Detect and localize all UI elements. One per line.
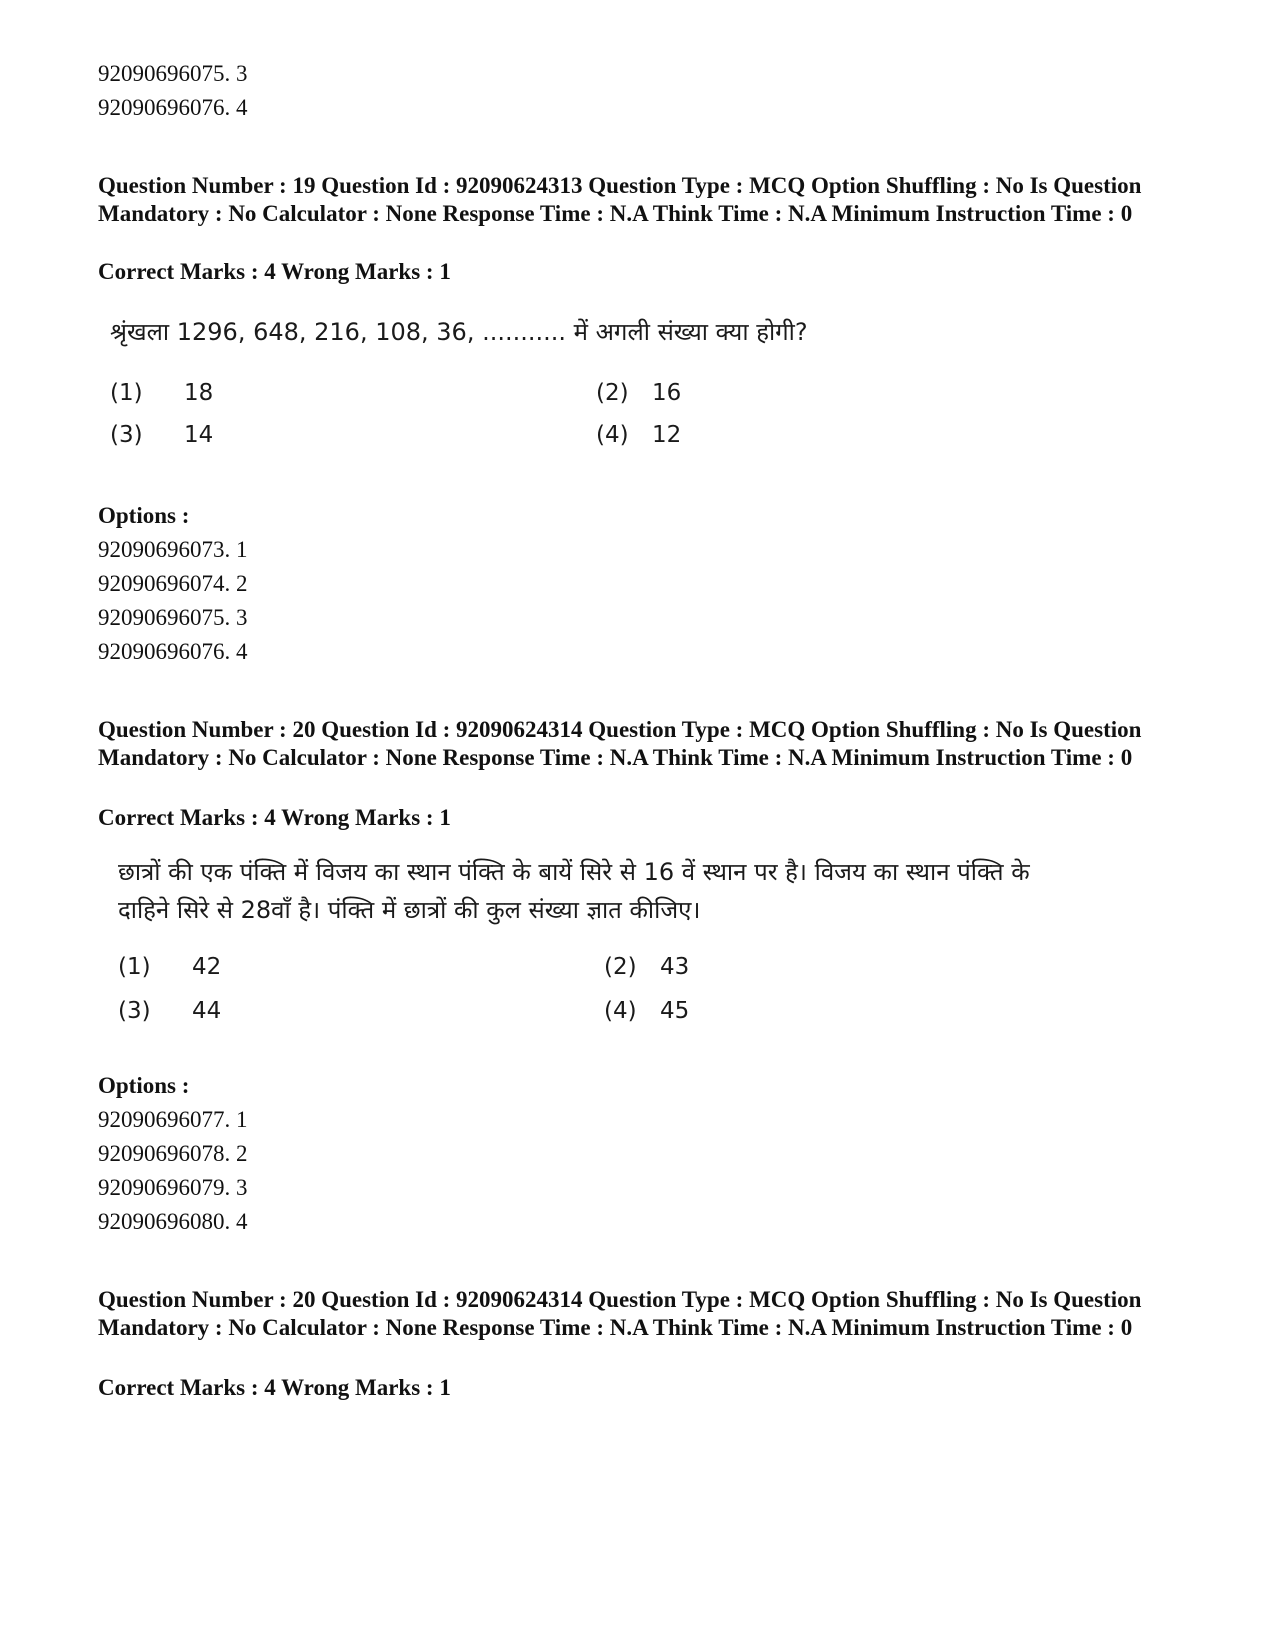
option-line: 92090696075. 3 (98, 605, 248, 630)
option-line: 92090696076. 4 (98, 639, 248, 664)
option-line: 92090696073. 1 (98, 537, 248, 562)
question-20-text-line-1: छात्रों की एक पंक्ति में विजय का स्थान पंक्ति के बायें सिरे से 16 वें स्थान पर है। विजय का स्थान पंक्ति के (118, 858, 1030, 886)
question-20-marks: Correct Marks : 4 Wrong Marks : 1 (98, 805, 451, 830)
question-19-choice-1: (1) 18 (110, 380, 214, 406)
question-20-meta: Question Number : 20 Question Id : 92090624314 Question Type : MCQ Option Shuffling : No Is Question Mandatory : No Calculator : None Response Time : N.A Think Time : N.A Minimum Instruction Time : 0 (98, 717, 1142, 770)
option-line: 92090696080. 4 (98, 1209, 248, 1234)
question-20-text-line-2: दाहिने सिरे से 28वाँ है। पंक्ति में छात्रों की कुल संख्या ज्ञात कीजिए। (118, 896, 701, 924)
question-20-choice-2: (2) 43 (604, 954, 690, 980)
question-20-choice-3: (3) 44 (118, 998, 222, 1024)
option-line: 92090696076. 4 (98, 95, 248, 120)
question-19-choice-2: (2) 16 (596, 380, 682, 406)
question-19-meta: Question Number : 19 Question Id : 92090624313 Question Type : MCQ Option Shuffling : No Is Question Mandatory : No Calculator : None Response Time : N.A Think Time : N.A Minimum Instruction Time : 0 (98, 173, 1142, 226)
question-20-choice-1: (1) 42 (118, 954, 222, 980)
question-19-marks: Correct Marks : 4 Wrong Marks : 1 (98, 259, 451, 284)
question-19-text: श्रृंखला 1296, 648, 216, 108, 36, ........... में अगली संख्या क्या होगी? (110, 318, 808, 346)
option-line: 92090696077. 1 (98, 1107, 248, 1132)
question-20-repeat-meta: Question Number : 20 Question Id : 92090624314 Question Type : MCQ Option Shuffling : No Is Question Mandatory : No Calculator : None Response Time : N.A Think Time : N.A Minimum Instruction Time : 0 (98, 1287, 1142, 1340)
option-line: 92090696074. 2 (98, 571, 248, 596)
option-line: 92090696078. 2 (98, 1141, 248, 1166)
question-20-options-label: Options : (98, 1073, 190, 1098)
option-line: 92090696075. 3 (98, 61, 248, 86)
question-19-choice-3: (3) 14 (110, 422, 214, 448)
option-line: 92090696079. 3 (98, 1175, 248, 1200)
question-19-choice-4: (4) 12 (596, 422, 682, 448)
question-20-repeat-marks: Correct Marks : 4 Wrong Marks : 1 (98, 1375, 451, 1400)
question-20-choice-4: (4) 45 (604, 998, 690, 1024)
question-19-options-label: Options : (98, 503, 190, 528)
